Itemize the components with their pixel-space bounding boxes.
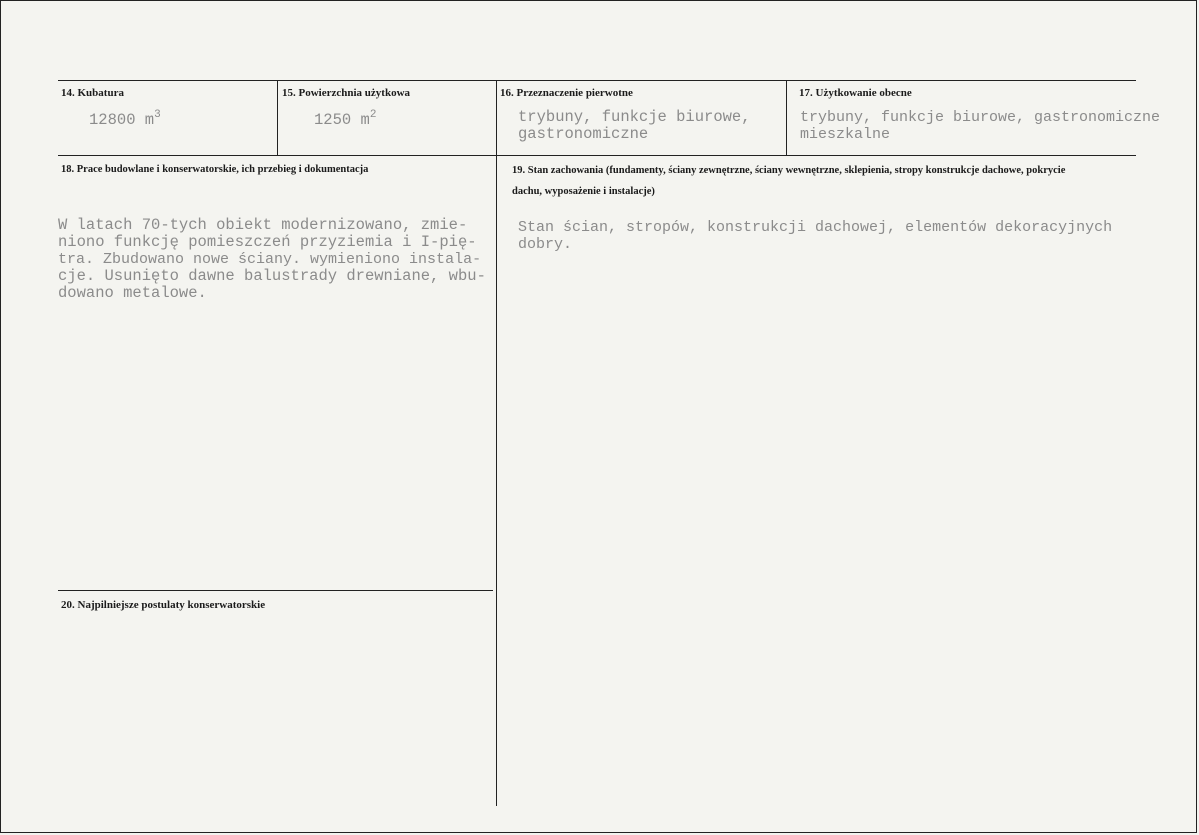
row-divider bbox=[58, 155, 1136, 156]
col-divider-3 bbox=[786, 80, 787, 155]
field-18-label: 18. Prace budowlane i konserwatorskie, ich przebieg i dokumentacja bbox=[61, 164, 369, 175]
field-17-line-1: trybuny, funkcje biurowe, gastronomiczne bbox=[800, 109, 1161, 126]
field-18-line-1: W latach 70-tych obiekt modernizowano, zmie- bbox=[58, 216, 468, 234]
field-18-line-3: tra. Zbudowano nowe ściany. wymieniono instala- bbox=[58, 251, 482, 268]
field-19-line-2: dobry. bbox=[518, 236, 573, 253]
field-14-label: 14. Kubatura bbox=[61, 87, 124, 99]
field-18-line-2: niono funkcję pomieszczeń przyziemia i I-pię- bbox=[58, 233, 477, 251]
field-17-line-2: mieszkalne bbox=[800, 126, 891, 143]
field-16-label: 16. Przeznaczenie pierwotne bbox=[500, 87, 633, 99]
field-19-line-1: Stan ścian, stropów, konstrukcji dachowej, elementów dekoracyjnych bbox=[518, 219, 1113, 236]
top-rule bbox=[58, 80, 1136, 81]
field-18-line-4: cje. Usunięto dawne balustrady drewniane, wbu- bbox=[58, 267, 486, 285]
field-17-label: 17. Użytkowanie obecne bbox=[799, 87, 912, 99]
field-20-label: 20. Najpilniejsze postulaty konserwatorskie bbox=[61, 599, 266, 611]
field-19-label: 19. Stan zachowania (fundamenty, ściany zewnętrzne, ściany wewnętrzne, sklepienia, stropy konstrukcje dachowe, pokrycie dachu, wyposażenie i instalacje) bbox=[512, 165, 1066, 197]
field-16-line-1: trybuny, funkcje biurowe, bbox=[518, 108, 751, 126]
col-divider-2 bbox=[496, 80, 497, 806]
section-20-rule bbox=[58, 590, 493, 591]
field-14-value: 12800 $m^3$ bbox=[89, 109, 161, 129]
field-15-label: 15. Powierzchnia użytkowa bbox=[282, 87, 411, 99]
field-15-value: 1250 $m^2$ bbox=[314, 109, 377, 129]
field-16-line-2: gastronomiczne bbox=[518, 125, 649, 143]
field-18-line-5: dowano metalowe. bbox=[58, 284, 207, 302]
col-divider-1 bbox=[277, 80, 278, 155]
